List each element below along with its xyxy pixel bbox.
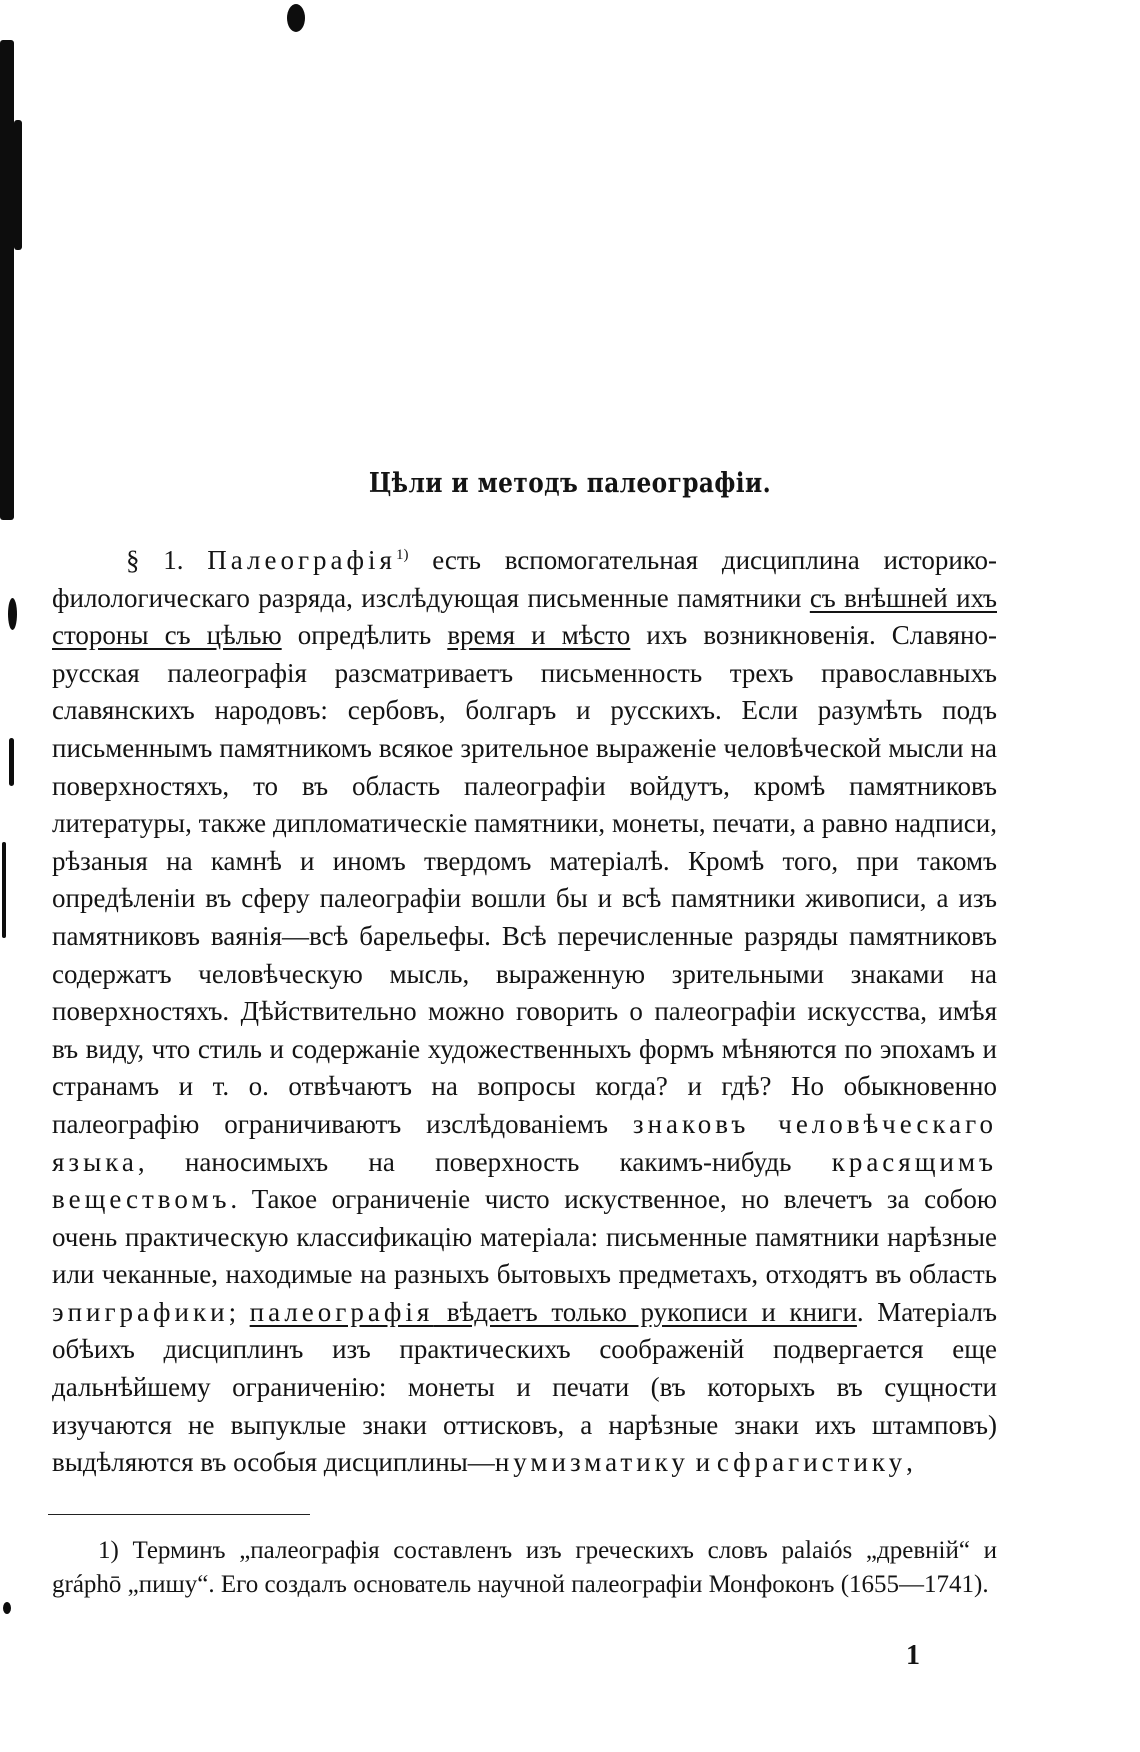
spaced-phrase: эпиграфики <box>52 1296 229 1327</box>
scan-edge-mark <box>14 120 22 250</box>
scan-edge-mark <box>0 40 14 520</box>
text-segment: опредѣлить <box>281 620 448 651</box>
scan-spot <box>8 598 17 630</box>
page-title: Цѣли и методъ палеографіи. <box>368 468 772 499</box>
scan-spot <box>287 4 305 32</box>
text-segment: . Матеріалъ обѣихъ дисциплинъ изъ практическихъ соображеній подвергается еще дальнѣйшему ограниченію: монеты и печати (въ которыхъ въ сущности изучаются не выпуклые знаки оттисковъ, а нарѣзные знаки ихъ штамповъ) выдѣляются въ особыя дисциплины— <box>52 1296 997 1478</box>
footnote-divider <box>48 1514 310 1515</box>
text-segment: ; <box>228 1296 250 1327</box>
main-paragraph <box>52 542 997 1482</box>
spaced-phrase: нумизматику <box>494 1447 689 1478</box>
page-number: 1 <box>906 1640 920 1671</box>
underlined-phrase: съ внѣшней ихъ стороны съ цѣлью <box>52 582 997 651</box>
text-segment: и <box>688 1447 717 1478</box>
scan-edge-mark <box>2 842 6 938</box>
text-segment: ихъ возникновенія. Славяно-русская палеографія разсматриваетъ письменность трехъ православныхъ славянскихъ народовъ: сербовъ, болгаръ и русскихъ. Если разумѣть подъ письменнымъ памятникомъ всякое зрительное выраженіе человѣческой мысли на поверхностяхъ, то въ область палеографіи войдутъ, кромѣ памятниковъ литературы, также дипломатическіе памятники, монеты, печати, а равно надписи, рѣзаныя на камнѣ и иномъ твердомъ матеріалѣ. Кромѣ того, при такомъ опредѣленіи въ сферу палеографіи вошли бы и всѣ памятники живописи, а изъ памятниковъ ваянія—всѣ барельефы. Всѣ перечисленные разряды памятниковъ содержатъ человѣческую мысль, выраженную зрительными знаками на поверхностяхъ. Дѣйствительно можно говорить о палеографіи искусства, имѣя въ виду, что стиль и содержаніе художественныхъ формъ мѣняются по эпохамъ и странамъ и т. о. отвѣчаютъ на вопросы когда? и гдѣ? Но обыкновенно палеографію ограничиваютъ изслѣдованіемъ <box>52 620 997 1139</box>
footnote-text: Терминъ „палеографія составленъ изъ греческихъ словъ palaiós „древній“ и gráphō „пишу“. Его создалъ основатель научной палеографіи Монфоконъ (1655—1741). <box>52 1537 997 1598</box>
term-paleography: Палеографія <box>207 545 396 575</box>
underlined-spaced-phrase: палеографія <box>249 1296 434 1327</box>
text-segment: , <box>906 1447 913 1478</box>
text-segment: , наносимыхъ на поверхность какимъ-нибудь <box>137 1146 832 1177</box>
footnote-reference: 1) <box>395 547 409 563</box>
underlined-phrase: время и мѣсто <box>447 620 631 651</box>
spaced-phrase: знаковъ человѣческаго языка <box>52 1108 997 1177</box>
scan-edge-mark <box>9 738 14 786</box>
text-segment: есть вспомогательная дисциплина историко-филологическаго разряда, изслѣдующая письменные памятники <box>52 545 998 613</box>
section-mark: § 1. <box>126 545 184 575</box>
footnote-mark: 1) <box>98 1537 119 1564</box>
scan-spot <box>3 1602 11 1614</box>
underlined-phrase: вѣдаетъ только рукописи и книги <box>433 1296 857 1327</box>
spaced-phrase: сфрагистику <box>716 1447 907 1478</box>
footnote <box>52 1534 997 1602</box>
spaced-phrase: красящимъ веществомъ <box>52 1146 997 1215</box>
text-segment: . Такое ограниченіе чисто искуственное, но влечетъ за собою очень практическую классификацію матеріала: письменные памятники нарѣзные или чеканные, находимые на разныхъ бытовыхъ предметахъ, отходятъ въ область <box>52 1184 997 1290</box>
